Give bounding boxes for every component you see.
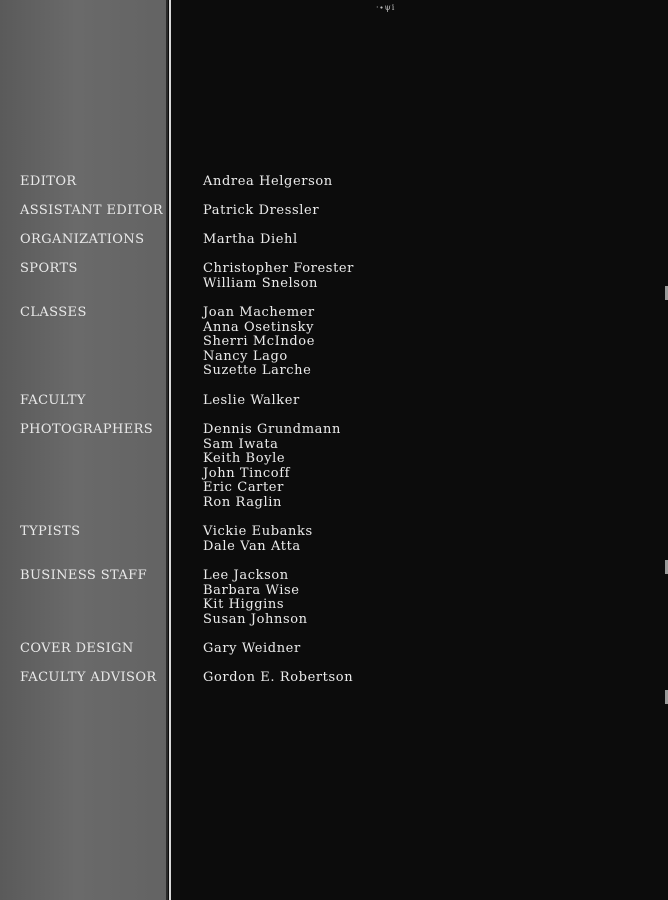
role-label: COVER DESIGN <box>20 641 134 656</box>
staff-name: John Tincoff <box>203 465 291 481</box>
staff-name: Patrick Dressler <box>203 203 320 218</box>
page-mark: ·∙ψi <box>376 3 396 12</box>
staff-name: Joan Machemer <box>203 305 315 320</box>
role-label: TYPISTS <box>20 524 81 539</box>
staff-name: Kit Higgins <box>203 597 285 613</box>
staff-names <box>203 671 353 686</box>
role-label: FACULTY ADVISOR <box>20 670 157 685</box>
staff-name: Andrea Helgerson <box>203 174 333 189</box>
staff-name: Dennis Grundmann <box>203 422 341 437</box>
role-label: ORGANIZATIONS <box>20 232 145 247</box>
staff-names <box>203 569 308 627</box>
staff-name: Barbara Wise <box>203 582 300 598</box>
staff-name: Sherri McIndoe <box>203 334 316 350</box>
staff-name: Vickie Eubanks <box>203 524 313 539</box>
staff-names <box>203 204 319 219</box>
staff-name: Gary Weidner <box>203 641 301 656</box>
staff-name: Ron Raglin <box>203 494 282 510</box>
staff-name: Dale Van Atta <box>203 538 301 554</box>
staff-names <box>203 642 301 657</box>
staff-name: Anna Osetinsky <box>203 319 315 335</box>
staff-name: Suzette Larche <box>203 363 312 379</box>
role-label: FACULTY <box>20 393 86 408</box>
role-label: EDITOR <box>20 174 77 189</box>
staff-names <box>203 423 341 511</box>
staff-name: Christopher Forester <box>203 261 354 276</box>
staff-name: Martha Diehl <box>203 232 298 247</box>
role-label: SPORTS <box>20 261 78 276</box>
staff-name: Leslie Walker <box>203 393 300 408</box>
role-label: ASSISTANT EDITOR <box>20 203 164 218</box>
role-label: PHOTOGRAPHERS <box>20 422 154 437</box>
staff-name: Gordon E. Robertson <box>203 670 354 685</box>
role-label: CLASSES <box>20 305 87 320</box>
staff-name: William Snelson <box>203 275 318 291</box>
staff-names <box>203 233 298 248</box>
staff-name: Eric Carter <box>203 480 284 496</box>
staff-names <box>203 525 313 554</box>
staff-name: Lee Jackson <box>203 568 289 583</box>
role-label: BUSINESS STAFF <box>20 568 148 583</box>
staff-name: Sam Iwata <box>203 436 279 452</box>
staff-names <box>203 262 354 291</box>
staff-name: Susan Johnson <box>203 611 308 627</box>
staff-names <box>203 394 300 409</box>
staff-names <box>203 175 333 190</box>
staff-name: Keith Boyle <box>203 451 286 467</box>
staff-names <box>203 306 315 379</box>
staff-name: Nancy Lago <box>203 348 288 364</box>
